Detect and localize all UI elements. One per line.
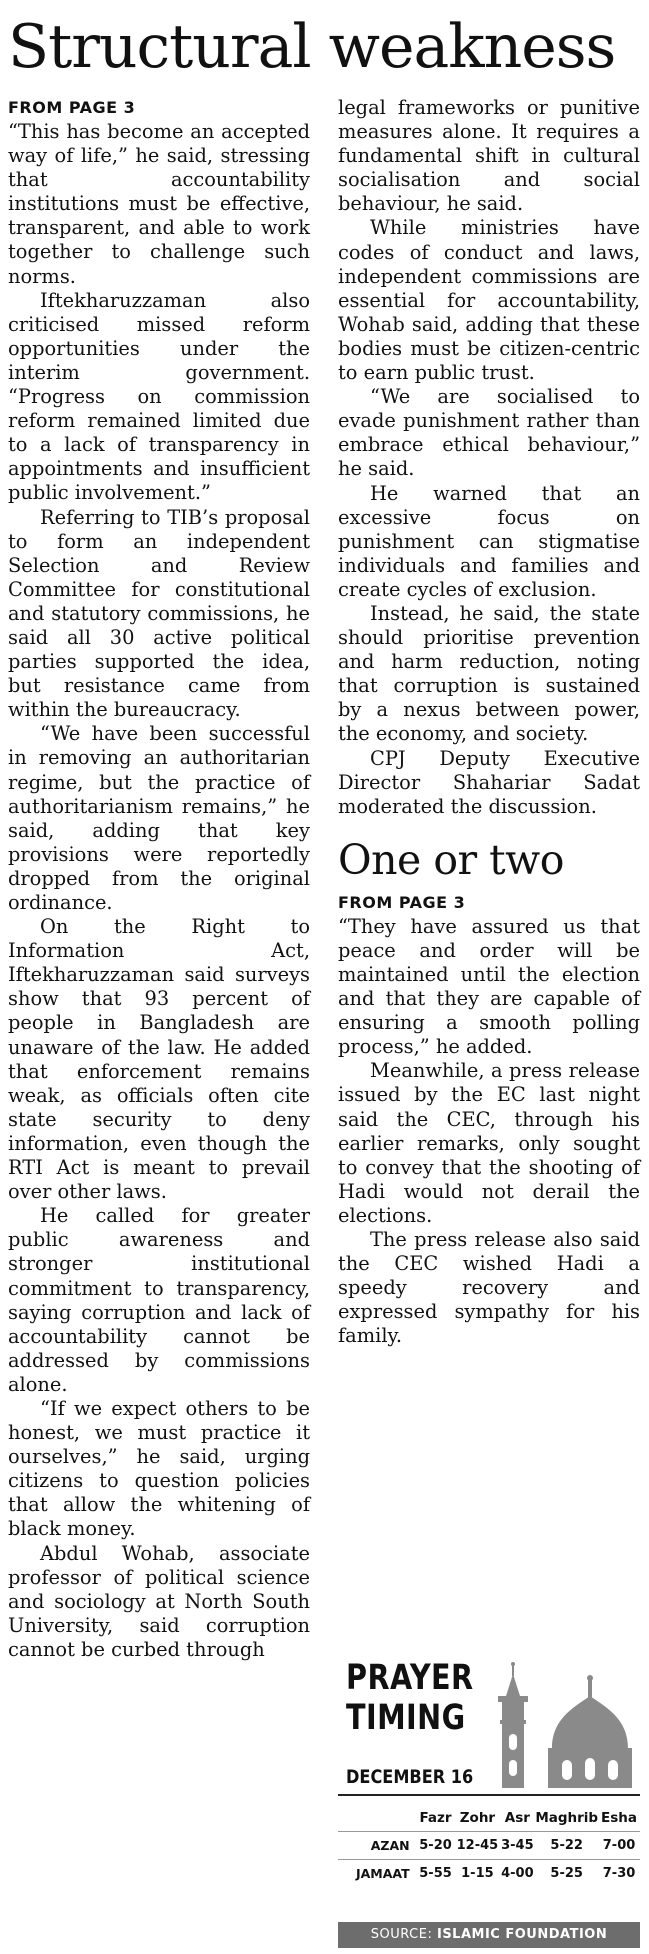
paragraph: “They have assured us that peace and order will be maintained until the election and that they are capable of ensuring a smooth polling process,” he added.: [338, 914, 640, 1059]
article1-kicker: FROM PAGE 3: [8, 98, 136, 117]
time-cell: 7-30: [598, 1860, 640, 1888]
paragraph: CPJ Deputy Executive Director Shahariar Sadat moderated the discussion.: [338, 746, 640, 818]
prayer-row-jamaat: [338, 1860, 640, 1888]
paragraph: While ministries have codes of conduct and laws, independent commissions are essential for accountability, Wohab said, adding that these bodies must be citizen-centric to earn public trust.: [338, 216, 640, 385]
right-column: [338, 96, 640, 1349]
prayer-title-line2: TIMING: [346, 1698, 466, 1738]
paragraph: Instead, he said, the state should prioritise prevention and harm reduction, noting that corruption is sustained by a nexus between power, the economy, and society.: [338, 601, 640, 746]
paragraph: “We are socialised to evade punishment rather than embrace ethical behaviour,” he said.: [338, 385, 640, 481]
header-maghrib: Maghrib: [535, 1809, 599, 1826]
header-zohr: Zohr: [459, 1809, 496, 1826]
row-label: AZAN: [338, 1832, 416, 1860]
prayer-table: [338, 1804, 640, 1887]
paragraph: He called for greater public awareness and stronger institutional commitment to transparency, saying corruption and lack of accountability cannot be addressed by commissions alone.: [8, 1204, 310, 1396]
prayer-title: [346, 1658, 474, 1738]
paragraph: Referring to TIB’s proposal to form an independent Selection and Review Committee for constitutional and statutory commissions, he said all 30 active political parties supported the idea, but resistance came from within the bureaucracy.: [8, 505, 310, 722]
left-column: [8, 96, 310, 1662]
source-prefix: SOURCE:: [370, 1927, 437, 1942]
time-cell: 12-45: [455, 1832, 499, 1860]
paragraph: The press release also said the CEC wished Hadi a speedy recovery and expressed sympathy for his family.: [338, 1228, 640, 1348]
header-asr: Asr: [504, 1809, 530, 1826]
row-label: JAMAAT: [338, 1860, 416, 1888]
time-cell: 5-22: [535, 1832, 598, 1860]
prayer-row-azan: [338, 1832, 640, 1860]
prayer-title-line1: PRAYER: [346, 1658, 474, 1698]
header-esha: Esha: [601, 1809, 638, 1826]
time-cell: 1-15: [455, 1860, 499, 1888]
mosque-icon: [490, 1660, 640, 1788]
header-fazr: Fazr: [419, 1809, 452, 1826]
paragraph: “This has become an accepted way of life,” he said, stressing that accountability institutions must be effective, transparent, and able to work together to challenge such norms.: [8, 120, 310, 288]
paragraph: On the Right to Information Act, Iftekharuzzaman said surveys show that 93 percent of people in Bangladesh are unaware of the law. He added that enforcement remains weak, as officials often cite state security to deny information, even though the RTI Act is meant to prevail over other laws.: [8, 915, 310, 1204]
article2-kicker: FROM PAGE 3: [338, 892, 466, 912]
paragraph: Abdul Wohab, associate professor of political science and sociology at North South University, said corruption cannot be curbed through: [8, 1541, 310, 1661]
article2-title: One or two: [338, 835, 564, 884]
paragraph: Iftekharuzzaman also criticised missed reform opportunities under the interim government. “Progress on commission reform remained limited due to a lack of transparency in appointments and insufficient public involvement.”: [8, 288, 310, 505]
time-cell: 5-25: [535, 1860, 598, 1888]
source-bar: [338, 1922, 640, 1948]
time-cell: 5-20: [416, 1832, 456, 1860]
paragraph: “We have been successful in removing an authoritarian regime, but the practice of authoritarianism remains,” he said, adding that key provisions were reportedly dropped from the original ordinance.: [8, 722, 310, 914]
source-name: ISLAMIC FOUNDATION: [436, 1927, 608, 1942]
time-cell: 3-45: [499, 1832, 535, 1860]
paragraph: Meanwhile, a press release issued by the EC last night said the CEC, through his earlier remarks, only sought to convey that the shooting of Hadi would not derail the elections.: [338, 1059, 640, 1227]
headline: Structural weakness: [8, 12, 616, 82]
paragraph: He warned that an excessive focus on punishment can stigmatise individuals and families and create cycles of exclusion.: [338, 481, 640, 601]
paragraph: legal frameworks or punitive measures alone. It requires a fundamental shift in cultural socialisation and social behaviour, he said.: [338, 96, 640, 216]
time-cell: 7-00: [598, 1832, 640, 1860]
prayer-timing-box: [338, 1658, 640, 1948]
prayer-date: DECEMBER 16: [346, 1766, 474, 1788]
time-cell: 4-00: [499, 1860, 535, 1888]
header-blank: [338, 1804, 416, 1832]
prayer-divider: [338, 1794, 640, 1796]
paragraph: “If we expect others to be honest, we must practice it ourselves,” he said, urging citizens to question policies that allow the whitening of black money.: [8, 1396, 310, 1541]
time-cell: 5-55: [416, 1860, 456, 1888]
prayer-header-row: [338, 1804, 640, 1832]
